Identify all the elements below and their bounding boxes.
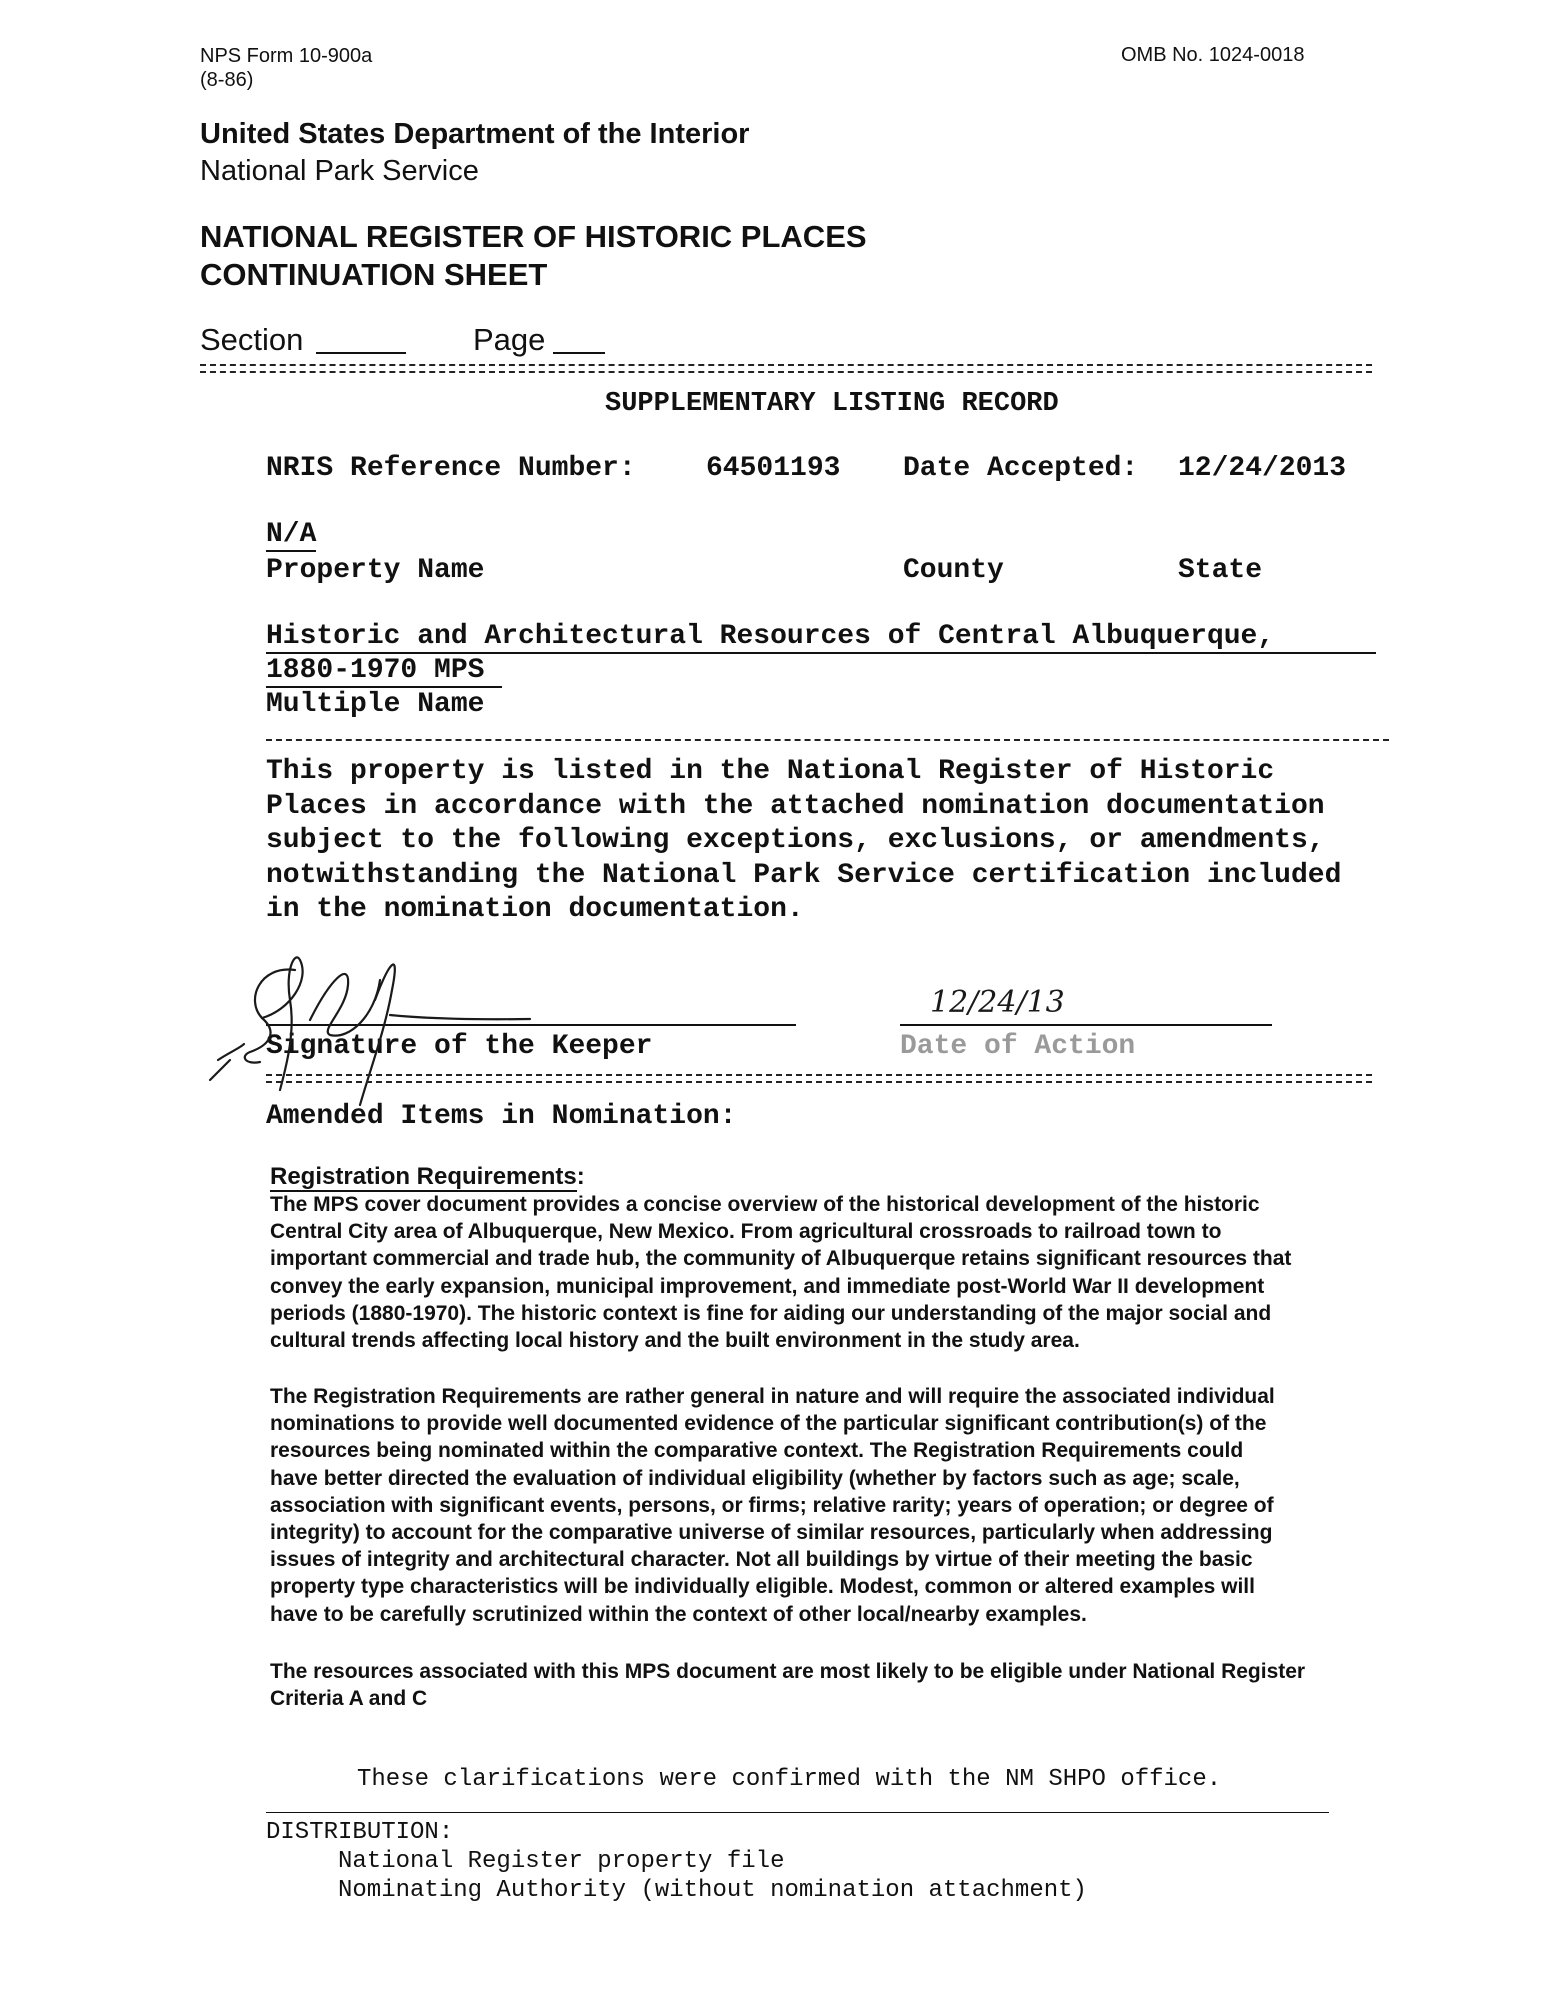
paragraph-line: have better directed the evaluation of individual eligibility (whether by factors such as age; scale, — [270, 1466, 1240, 1490]
distribution-divider — [266, 1812, 1329, 1813]
paragraph-line: convey the early expansion, municipal improvement, and immediate post-World War II development — [270, 1274, 1265, 1298]
paragraph-line: important commercial and trade hub, the community of Albuquerque retains significant resources that — [270, 1247, 1292, 1271]
paragraph-line: nominations to provide well documented evidence of the particular significant contribution(s) of the — [270, 1412, 1267, 1436]
form-number: NPS Form 10-900a — [200, 45, 373, 67]
amendment-paragraph-1 — [270, 1191, 1291, 1354]
omb-number: OMB No. 1024-0018 — [1121, 44, 1305, 66]
registration-heading-text: Registration Requirements — [270, 1163, 577, 1190]
amended-items-label: Amended Items in Nomination: — [266, 1101, 737, 1132]
multiple-name-line-2: 1880-1970 MPS — [266, 655, 485, 686]
form-revision: (8-86) — [200, 69, 254, 91]
record-heading: SUPPLEMENTARY LISTING RECORD — [605, 389, 1059, 419]
paragraph-line: property type characteristics will be individually eligible. Modest, common or altered examples will — [270, 1575, 1255, 1599]
distribution-item: Nominating Authority (without nomination attachment) — [338, 1877, 1087, 1904]
date-accepted-value: 12/24/2013 — [1178, 453, 1347, 484]
paragraph-line: issues of integrity and architectural character. Not all buildings by virtue of their meeting the basic — [270, 1548, 1253, 1572]
paragraph-line: periods (1880-1970). The historic context is fine for aiding our understanding of the major social and — [270, 1301, 1272, 1325]
distribution-block — [266, 1818, 1087, 1905]
multiple-name-label: Multiple Name — [266, 689, 485, 720]
date-of-action-label: Date of Action — [900, 1031, 1136, 1062]
statement-line: Places in accordance with the attached nomination documentation — [266, 790, 1325, 822]
paragraph-line: The Registration Requirements are rather general in nature and will require the associated individual — [270, 1385, 1275, 1408]
keeper-signature — [200, 940, 640, 1110]
paragraph-line: cultural trends affecting local history and the built environment in the study area. — [270, 1329, 1080, 1353]
page-field — [553, 352, 605, 354]
date-accepted-label: Date Accepted: — [903, 453, 1139, 484]
multiple-name-line-1: Historic and Architectural Resources of Central Albuquerque, — [266, 621, 1275, 652]
double-divider-2 — [266, 1074, 1372, 1083]
paragraph-line: resources being nominated within the comparative context. The Registration Requirements could — [270, 1439, 1244, 1463]
nris-value: 64501193 — [706, 453, 841, 484]
section-label: Section — [200, 322, 304, 357]
double-divider — [200, 364, 1372, 373]
state-label: State — [1178, 555, 1263, 586]
paragraph-line: The MPS cover document provides a concise overview of the historical development of the historic — [270, 1193, 1260, 1216]
amendment-paragraph-3 — [270, 1658, 1305, 1712]
page-label: Page — [473, 322, 546, 357]
dashed-divider — [266, 739, 1389, 741]
statement-line: in the nomination documentation. — [266, 894, 804, 925]
title-line-1: NATIONAL REGISTER OF HISTORIC PLACES — [200, 219, 867, 254]
multiple-name-underline — [266, 652, 1376, 654]
department-name: United States Department of the Interior — [200, 118, 750, 150]
signature-label: Signature of the Keeper — [266, 1031, 653, 1062]
registration-heading-colon: : — [576, 1163, 585, 1190]
page-title — [200, 218, 867, 294]
nris-label: NRIS Reference Number: — [266, 453, 636, 484]
registration-heading — [270, 1163, 585, 1191]
agency-name: National Park Service — [200, 155, 479, 187]
listing-statement — [266, 755, 1341, 928]
section-field — [316, 352, 406, 354]
paragraph-line: Criteria A and C — [270, 1687, 428, 1711]
paragraph-line: have to be carefully scrutinized within the context of other local/nearby examples. — [270, 1602, 1087, 1626]
multiple-name-underline-2 — [266, 686, 502, 688]
statement-line: notwithstanding the National Park Service certification included — [266, 859, 1342, 891]
statement-line: subject to the following exceptions, exclusions, or amendments, — [266, 825, 1325, 856]
paragraph-line: association with significant events, persons, or firms; relative rarity; years of operation; or degree of — [270, 1493, 1274, 1517]
date-of-action-line — [900, 1024, 1272, 1026]
paragraph-line: The resources associated with this MPS document are most likely to be eligible under National Register — [270, 1660, 1306, 1683]
distribution-label: DISTRIBUTION: — [266, 1819, 454, 1846]
handwritten-date: 12/24/13 — [930, 985, 1065, 1020]
statement-line: This property is listed in the National Register of Historic — [266, 756, 1275, 787]
property-name-label: Property Name — [266, 555, 485, 586]
shpo-confirmation: These clarifications were confirmed with the NM SHPO office. — [357, 1766, 1222, 1793]
property-name-value: N/A — [266, 519, 317, 550]
form-number-block — [200, 44, 372, 92]
paragraph-line: integrity) to account for the comparative universe of similar resources, particularly when addressing — [270, 1521, 1273, 1545]
paragraph-line: Central City area of Albuquerque, New Mexico. From agricultural crossroads to railroad town to — [270, 1220, 1222, 1244]
county-label: County — [903, 555, 1004, 586]
distribution-item: National Register property file — [338, 1848, 785, 1875]
amendment-paragraph-2 — [270, 1383, 1275, 1628]
title-line-2: CONTINUATION SHEET — [200, 257, 548, 292]
